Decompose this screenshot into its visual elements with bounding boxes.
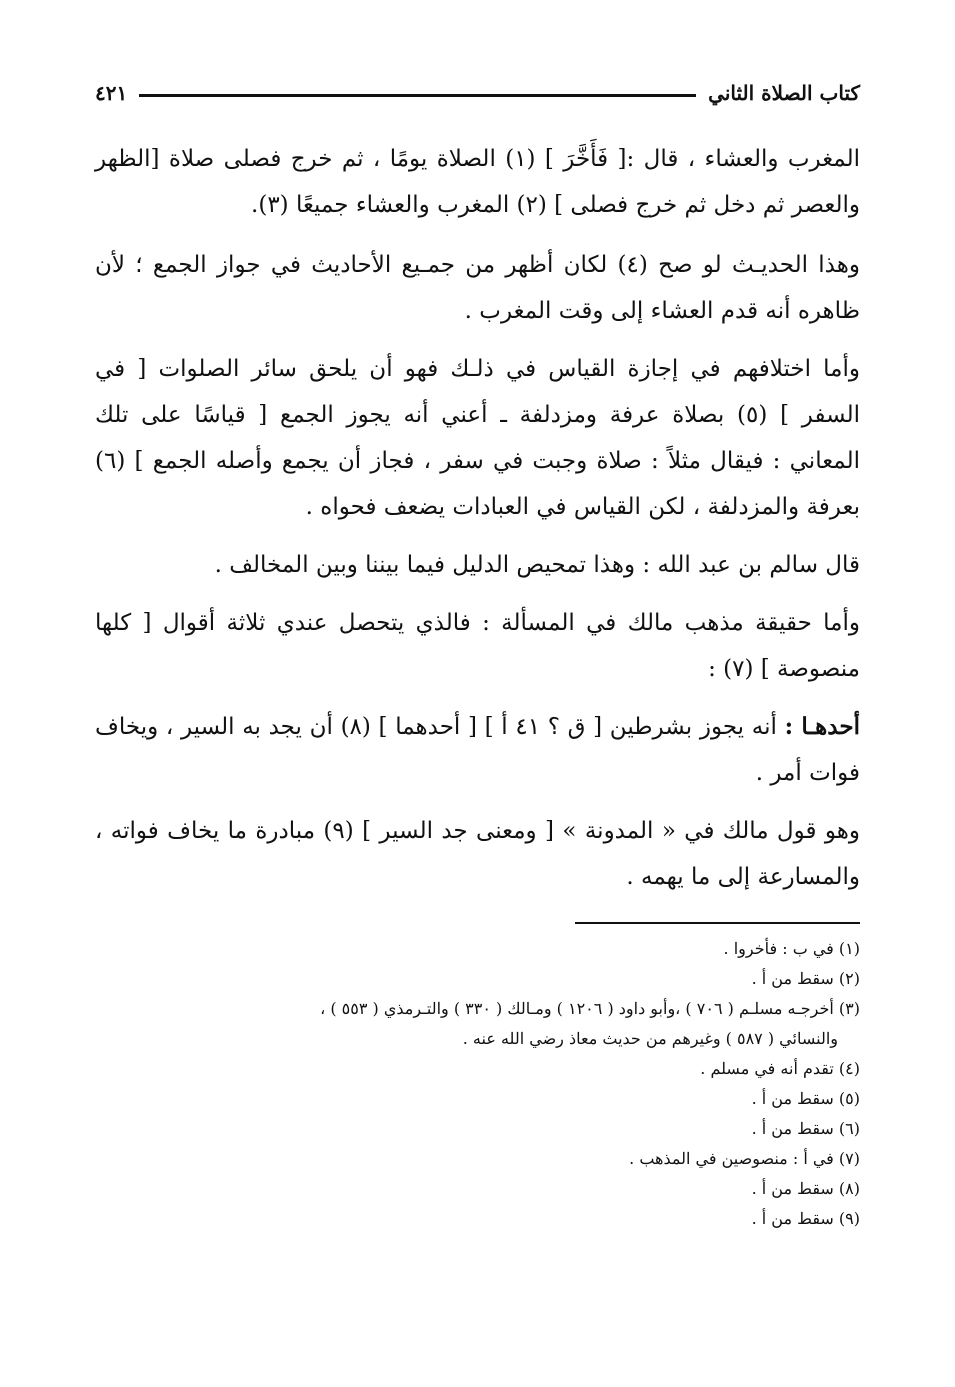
body-text [95, 136, 860, 900]
header-rule [139, 94, 696, 97]
footnote: (٩) سقط من أ . [751, 1209, 860, 1228]
paragraph-text: وأما اختلافهم في إجازة القياس في ذلـك فهو أن يلحق سائر الصلوات [ في السفر ] (٥) بصلاة عرفة ومزدلفة ـ أعني أنه يجوز الجمع [ قياسًا على تلك المعاني : فيقال مثلاً : صلاة وجبت في سفر ، فجاز أن يجمع وأصله الجمع ] (٦) بعرفة والمزدلفة ، لكن القياس في العبادات يضعف فحواه . [95, 356, 861, 520]
footnote: (٢) سقط من أ . [751, 969, 860, 988]
paragraph-lead-word: أحدهـا : [784, 713, 860, 740]
footnote: (١) في ب : فأخروا . [723, 939, 860, 958]
paragraph [95, 346, 860, 530]
footnote: (٥) سقط من أ . [751, 1089, 860, 1108]
footnote: (٧) في أ : منصوصين في المذهب . [629, 1149, 860, 1168]
paragraph [95, 242, 860, 334]
footnote-continuation: والنسائي ( ٥٨٧ ) وغيرهم من حديث معاذ رضي الله عنه . [462, 1029, 838, 1048]
paragraph-text: وهو قول مالك في « المدونة » [ ومعنى جد السير ] (٩) مبادرة ما يخاف فواته ، والمسارعة إلى ما يهمه . [95, 818, 860, 890]
footnote-separator [575, 922, 860, 924]
running-title: كتاب الصلاة الثاني [708, 81, 860, 105]
running-header [95, 70, 860, 116]
footnote: (٦) سقط من أ . [751, 1119, 860, 1138]
paragraph-text: وهذا الحديـث لو صح (٤) لكان أظهر من جمـيع الأحاديث في جواز الجمع ؛ لأن ظاهره أنه قدم العشاء إلى وقت المغرب . [95, 252, 860, 324]
book-page [95, 70, 860, 1234]
footnote: (٣) أخرجـه مسلـم ( ٧٠٦ ) ،وأبو داود ( ١٢٠٦ ) ومـالك ( ٣٣٠ ) والتـرمذي ( ٥٥٣ ) ، [320, 999, 860, 1018]
paragraph-text: المغرب والعشاء ، قال :[ فَأَخَّرَ ] (١) الصلاة يومًا ، ثم خرج فصلى صلاة [الظهر والعصر ثم دخل ثم خرج فصلى ] (٢) المغرب والعشاء جميعًا (٣). [95, 146, 860, 218]
footnote: (٤) تقدم أنه في مسلم . [700, 1059, 860, 1078]
paragraph [95, 136, 860, 228]
paragraph [95, 600, 860, 692]
paragraph [95, 808, 860, 900]
footnotes [95, 934, 860, 1234]
paragraph [95, 542, 860, 588]
paragraph-text: قال سالم بن عبد الله : وهذا تمحيص الدليل فيما بيننا وبين المخالف . [214, 552, 860, 578]
paragraph-text: أنه يجوز بشرطين [ ق ؟ ٤١ أ ] [ أحدهما ] (٨) أن يجد به السير ، ويخاف فوات أمر . [95, 714, 860, 786]
page-number: ٤٢١ [95, 81, 128, 105]
paragraph-text: وأما حقيقة مذهب مالك في المسألة : فالذي يتحصل عندي ثلاثة أقوال [ كلها منصوصة ] (٧) : [95, 610, 860, 682]
footnote: (٨) سقط من أ . [751, 1179, 860, 1198]
paragraph [95, 704, 860, 796]
